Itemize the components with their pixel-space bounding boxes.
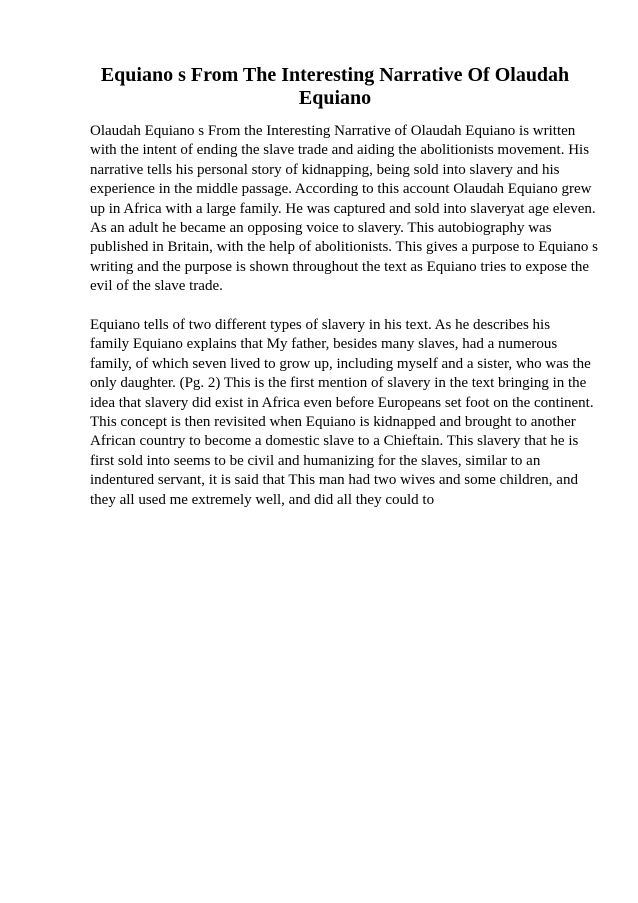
text-line: family Equiano explains that My father, besides many slaves, had a numerous: [90, 336, 558, 353]
document-body: [90, 122, 599, 510]
text-line: published in Britain, with the help of abolitionists. This gives a purpose to Equiano s: [90, 239, 599, 256]
text-line: African country to become a domestic slave to a Chieftain. This slavery that he is: [90, 433, 579, 450]
text-line: only daughter. (Pg. 2) This is the first mention of slavery in the text bringing in the: [90, 375, 587, 392]
text-line: evil of the slave trade.: [90, 278, 223, 295]
title-line: Equiano: [298, 87, 372, 109]
text-line: up in Africa with a large family. He was captured and sold into slaveryat age eleven.: [90, 200, 596, 217]
text-line: they all used me extremely well, and did all they could to: [90, 491, 435, 508]
text-line: first sold into seems to be civil and humanizing for the slaves, similar to an: [90, 452, 541, 469]
paragraph-1: [90, 122, 599, 297]
text-line: writing and the purpose is shown throughout the text as Equiano tries to expose the: [90, 258, 590, 275]
document-title: [90, 64, 580, 110]
text-line: Olaudah Equiano s From the Interesting Narrative of Olaudah Equiano is written: [90, 123, 576, 139]
text-line: narrative tells his personal story of kidnapping, being sold into slavery and his: [90, 161, 560, 178]
text-line: idea that slavery did exist in Africa even before Europeans set foot on the continent.: [90, 394, 594, 411]
text-line: experience in the middle passage. According to this account Olaudah Equiano grew: [90, 181, 592, 198]
text-line: Equiano tells of two different types of slavery in his text. As he describes his: [90, 317, 551, 334]
text-line: This concept is then revisited when Equiano is kidnapped and brought to another: [90, 414, 576, 431]
text-line: indentured servant, it is said that This man had two wives and some children, and: [90, 472, 578, 489]
title-line: Equiano s From The Interesting Narrative Of Olaudah: [100, 64, 570, 86]
paragraph-spacer: [90, 297, 582, 316]
text-line: family, of which seven lived to grow up, including myself and a sister, who was the: [90, 355, 591, 372]
text-line: with the intent of ending the slave trade and aiding the abolitionists movement. His: [90, 142, 590, 159]
text-line: As an adult he became an opposing voice to slavery. This autobiography was: [90, 220, 552, 237]
paragraph-2: [90, 316, 594, 510]
